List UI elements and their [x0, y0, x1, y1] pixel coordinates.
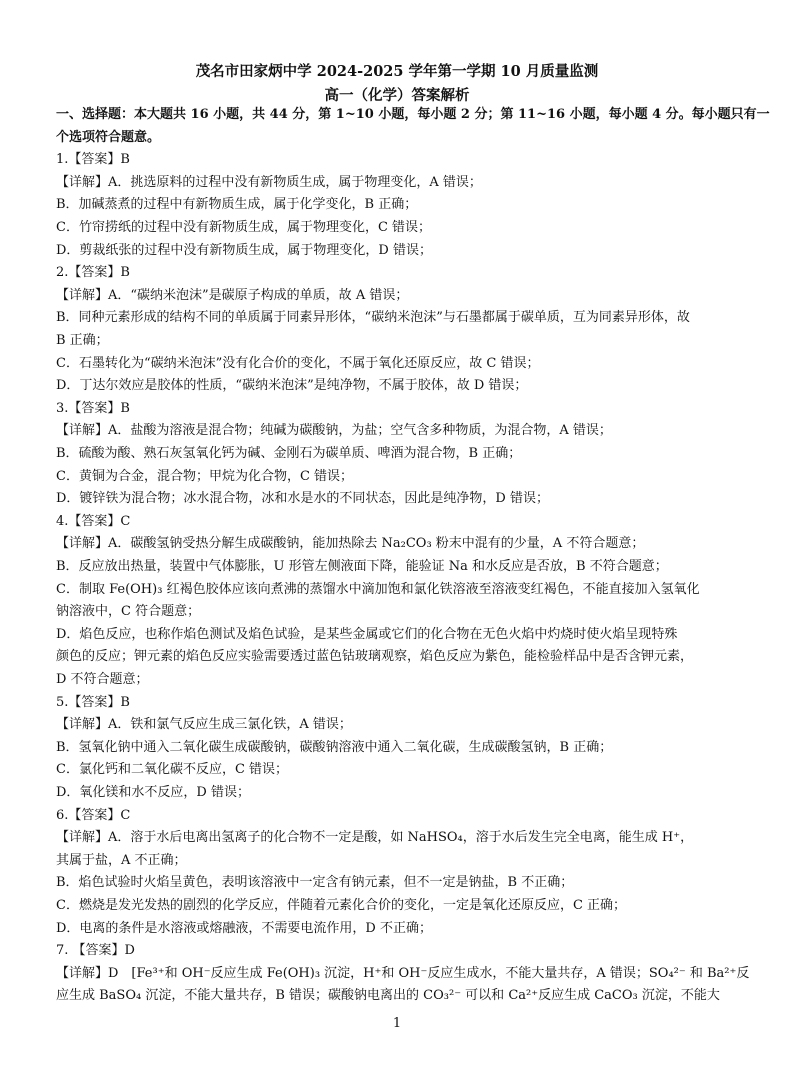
text-line: B．硫酸为酸、熟石灰氢氧化钙为碱、金刚石为碳单质、啤酒为混合物，B 正确； — [56, 446, 522, 461]
text-line: 【详解】A．盐酸为溶液是混合物；纯碱为碳酸钠，为盐；空气含多种物质，为混合物，A 错误； — [56, 423, 612, 439]
text-line: D．电离的条件是水溶液或熔融液，不需要电流作用，D 不正确； — [56, 920, 432, 936]
text-line: 2.【答案】B — [56, 265, 130, 281]
page-title: 茂名市田家炳中学 2024-2025 学年第一学期 10 月质量监测 — [195, 63, 599, 80]
text-line: 个选项符合题意。 — [56, 129, 161, 145]
page-subtitle: 高一（化学）答案解析 — [324, 87, 470, 104]
text-line: B．氢氧化钠中通入二氧化碳生成碳酸钠，碳酸钠溶液中通入二氧化碳，生成碳酸氢钠，B 正确； — [56, 739, 613, 755]
text-line: 一、选择题：本大题共 16 小题，共 44 分，第 1~10 小题，每小题 2 分；第 11~16 小题，每小题 4 分。每小题只有一 — [56, 107, 770, 122]
text-line: C．竹帘捞纸的过程中没有新物质生成，属于物理变化，C 错误； — [56, 220, 432, 235]
text-line: 【详解】A．“碳纳米泡沫”是碳原子构成的单质，故 A 错误； — [56, 287, 409, 303]
text-line: 【详解】D [Fe³⁺和 OH⁻反应生成 Fe(OH)₃ 沉淀，H⁺和 OH⁻反应生成水，不能大量共存，A 错误；SO₄²⁻ 和 Ba²⁺反 — [56, 965, 750, 981]
text-line: C．石墨转化为“碳纳米泡沫”没有化合价的变化，不属于氧化还原反应，故 C 错误； — [56, 355, 540, 371]
text-line: B 正确； — [56, 333, 109, 348]
text-line: B．同种元素形成的结构不同的单质属于同素异形体，“碳纳米泡沫”与石墨都属于碳单质，互为同素异形体，故 — [56, 310, 690, 326]
text-line: 颜色的反应；钾元素的焰色反应实验需要透过蓝色钴玻璃观察，焰色反应为紫色，能检验样品中是否含钾元素， — [56, 649, 694, 665]
text-line: 【详解】A．挑选原料的过程中没有新物质生成，属于物理变化，A 错误； — [56, 174, 482, 190]
text-line: 【详解】A．溶于水后电离出氢离子的化合物不一定是酸，如 NaHSO₄，溶于水后发生完全电离，能生成 H⁺， — [56, 830, 694, 846]
text-line: 1.【答案】B — [56, 152, 130, 168]
text-line: 【详解】A．碳酸氢钠受热分解生成碳酸钠，能加热除去 Na₂CO₃ 粉末中混有的少量，A 不符合题意； — [56, 536, 645, 552]
text-line: 7. 【答案】D — [56, 943, 135, 959]
text-line: 3.【答案】B — [56, 400, 130, 416]
text-line: C．氯化钙和二氧化碳不反应，C 错误； — [56, 762, 289, 778]
text-line: D 不符合题意； — [56, 672, 149, 687]
text-line: 4.【答案】C — [56, 513, 131, 529]
text-line: 5.【答案】B — [56, 694, 130, 710]
text-line: D．焰色反应，也称作焰色测试及焰色试验，是某些金属或它们的化合物在无色火焰中灼烧时使火焰呈现特殊 — [56, 626, 678, 642]
text-line: B．焰色试验时火焰呈黄色，表明该溶液中一定含有钠元素，但不一定是钠盐，B 不正确； — [56, 875, 574, 891]
text-line: D．镀锌铁为混合物；冰水混合物，冰和水是水的不同状态，因此是纯净物，D 错误； — [56, 491, 549, 507]
text-line: B．加碱蒸煮的过程中有新物质生成，属于化学变化，B 正确； — [56, 197, 418, 213]
text-line: 其属于盐，A 不正确； — [56, 852, 187, 868]
text-line: D．剪裁纸张的过程中没有新物质生成，属于物理变化，D 错误； — [56, 242, 432, 258]
text-line: C．制取 Fe(OH)₃ 红褐色胶体应该向煮沸的蒸馏水中滴加饱和氯化铁溶液至溶液变红褐色，不能直接加入氢氧化 — [56, 581, 700, 597]
text-line: C．黄铜为合金，混合物；甲烷为化合物，C 错误； — [56, 468, 354, 484]
text-line: C．燃烧是发光发热的剧烈的化学反应，伴随着元素化合价的变化，一定是氧化还原反应，C 正确； — [56, 898, 627, 913]
text-line: 钠溶液中，C 符合题意； — [56, 604, 201, 620]
text-line: D．氧化镁和水不反应，D 错误； — [56, 785, 250, 800]
text-line: 【详解】A．铁和氯气反应生成三氯化铁，A 错误； — [56, 717, 352, 733]
text-line: D．丁达尔效应是胶体的性质，“碳纳米泡沫”是纯净物，不属于胶体，故 D 错误； — [56, 378, 528, 394]
page-number: 1 — [392, 1016, 402, 1031]
text-line: B．反应放出热量，装置中气体膨胀，U 形管左侧液面下降，能验证 Na 和水反应是否放，B 不符合题意； — [56, 559, 668, 574]
text-line: 6.【答案】C — [56, 807, 131, 823]
text-line: 应生成 BaSO₄ 沉淀，不能大量共存，B 错误；碳酸钠电离出的 CO₃²⁻ 可以和 Ca²⁺反应生成 CaCO₃ 沉淀，不能大 — [56, 988, 720, 1004]
